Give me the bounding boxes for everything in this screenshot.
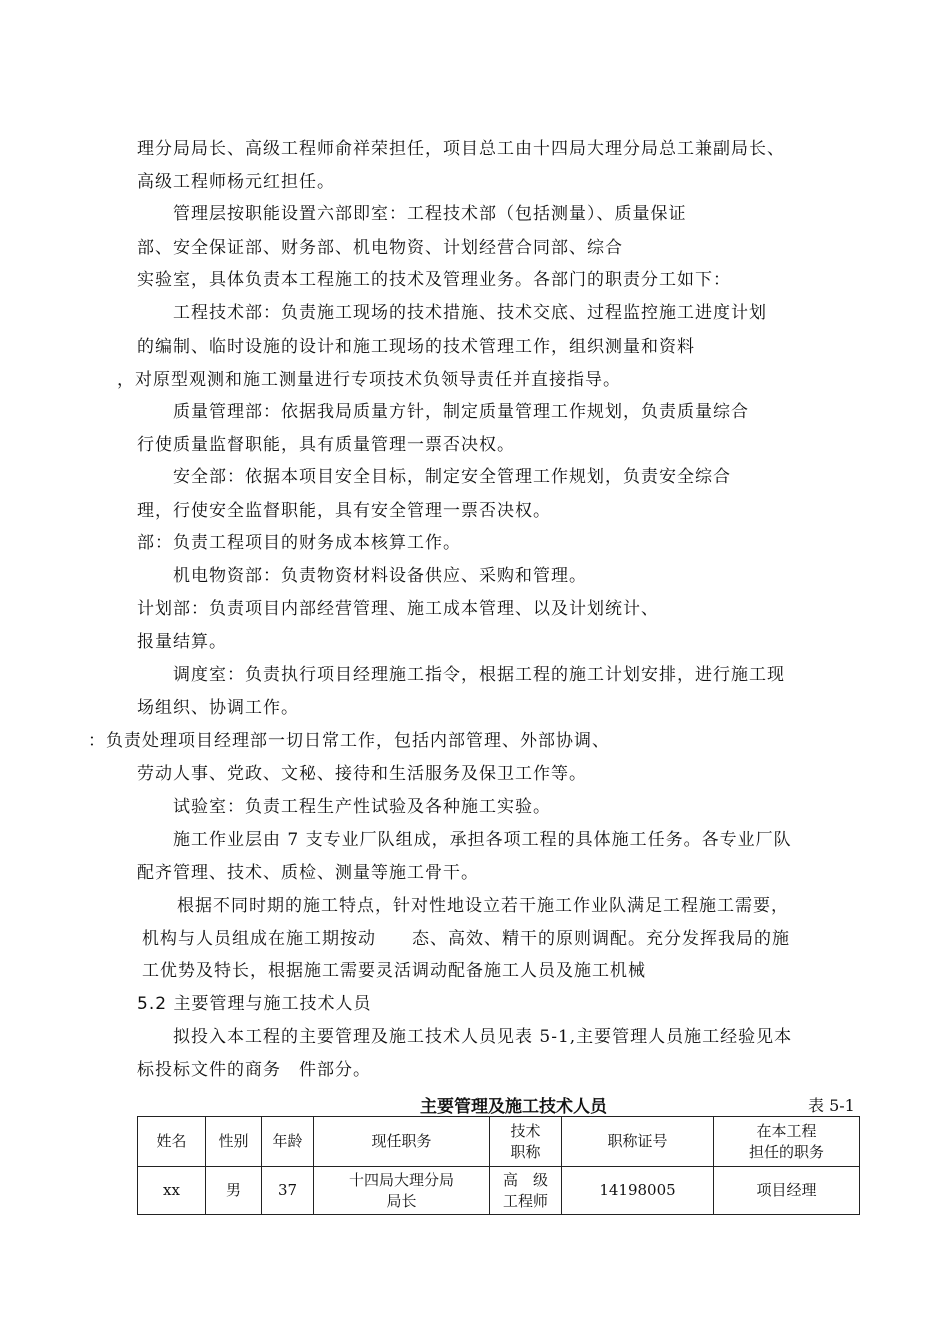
body-line: ：负责处理项目经理部一切日常工作，包括内部管理、外部协调、: [88, 731, 610, 751]
table-row: [138, 1167, 860, 1215]
cell-technical-title: 高 级 工程师: [490, 1167, 562, 1215]
body-line: ，对原型观测和施工测量进行专项技术负领导责任并直接指导。: [117, 370, 621, 390]
cell-project-role: 项目经理: [714, 1167, 860, 1215]
body-line: 行使质量监督职能，具有质量管理一票否决权。: [137, 435, 515, 455]
cell-age: 37: [262, 1167, 314, 1215]
table-title: 主要管理及施工技术人员: [420, 1097, 607, 1117]
body-line: 计划部：负责项目内部经营管理、施工成本管理、以及计划统计、: [137, 599, 659, 619]
body-line: 根据不同时期的施工特点，针对性地设立若干施工作业队满足工程施工需要，: [177, 896, 789, 916]
body-line: 质量管理部：依据我局质量方针，制定质量管理工作规划，负责质量综合: [173, 402, 749, 422]
header-name: 姓名: [138, 1117, 206, 1167]
body-line: 试验室：负责工程生产性试验及各种施工实验。: [173, 797, 551, 817]
body-line: 拟投入本工程的主要管理及施工技术人员见表 5-1,主要管理人员施工经验见本: [173, 1027, 793, 1047]
header-current-position: 现任职务: [314, 1117, 490, 1167]
body-line: 报量结算。: [137, 632, 227, 652]
body-line: 管理层按职能设置六部即室：工程技术部（包括测量）、质量保证: [173, 204, 687, 224]
body-line: 部：负责工程项目的财务成本核算工作。: [137, 533, 461, 553]
staff-table: [137, 1116, 860, 1215]
header-certificate-number: 职称证号: [562, 1117, 714, 1167]
body-line: 劳动人事、党政、文秘、接待和生活服务及保卫工作等。: [137, 764, 587, 784]
header-project-role: 在本工程 担任的职务: [714, 1117, 860, 1167]
cell-certificate-number: 14198005: [562, 1167, 714, 1215]
body-line: 理分局局长、高级工程师俞祥荣担任，项目总工由十四局大理分局总工兼副局长、: [137, 139, 785, 159]
table-header-row: [138, 1117, 860, 1167]
body-line: 实验室，具体负责本工程施工的技术及管理业务。各部门的职责分工如下：: [137, 270, 731, 290]
header-gender: 性别: [206, 1117, 262, 1167]
body-line: 机构与人员组成在施工期按动 态、高效、精干的原则调配。充分发挥我局的施: [142, 929, 790, 949]
body-line: 理，行使安全监督职能，具有安全管理一票否决权。: [137, 501, 551, 521]
body-line: 工优势及特长，根据施工需要灵活调动配备施工人员及施工机械: [142, 961, 646, 981]
header-technical-title: 技术 职称: [490, 1117, 562, 1167]
header-age: 年龄: [262, 1117, 314, 1167]
cell-gender: 男: [206, 1167, 262, 1215]
body-line: 配齐管理、技术、质检、测量等施工骨干。: [137, 863, 479, 883]
body-line: 安全部：依据本项目安全目标，制定安全管理工作规划，负责安全综合: [173, 467, 731, 487]
body-line: 的编制、临时设施的设计和施工现场的技术管理工作，组织测量和资料: [137, 337, 695, 357]
body-line: 部、安全保证部、财务部、机电物资、计划经营合同部、综合: [137, 238, 623, 258]
body-line: 机电物资部：负责物资材料设备供应、采购和管理。: [173, 566, 587, 586]
section-heading: 5.2 主要管理与施工技术人员: [137, 994, 372, 1014]
cell-name: xx: [138, 1167, 206, 1215]
cell-current-position: 十四局大理分局 局长: [314, 1167, 490, 1215]
body-line: 施工作业层由 7 支专业厂队组成，承担各项工程的具体施工任务。各专业厂队: [173, 830, 792, 850]
body-line: 调度室：负责执行项目经理施工指令，根据工程的施工计划安排，进行施工现: [173, 665, 785, 685]
table-number: 表 5-1: [808, 1096, 855, 1115]
body-line: 高级工程师杨元红担任。: [137, 172, 335, 192]
body-line: 标投标文件的商务 件部分。: [137, 1060, 371, 1080]
body-line: 场组织、协调工作。: [137, 698, 299, 718]
body-line: 工程技术部：负责施工现场的技术措施、技术交底、过程监控施工进度计划: [173, 303, 767, 323]
